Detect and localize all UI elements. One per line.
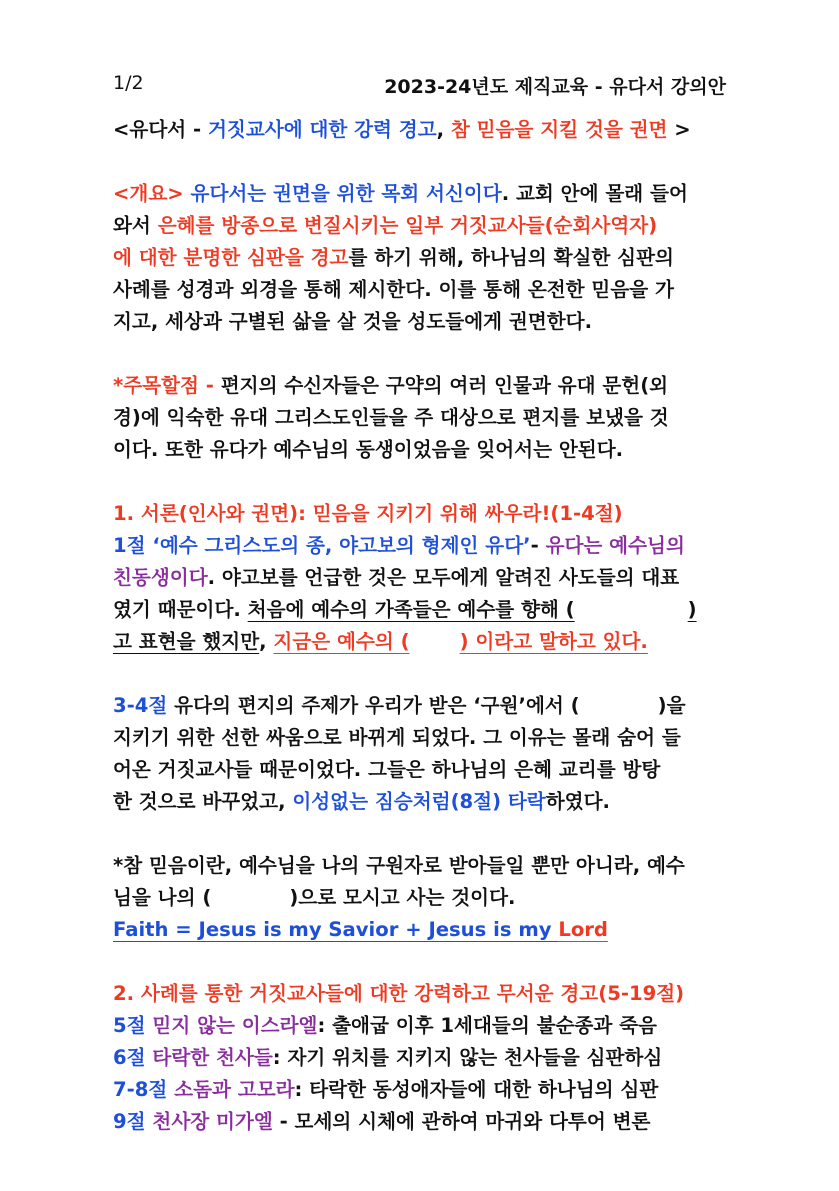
faith-text: 님을 나의 ( <box>113 886 212 909</box>
overview-text: . 교회 안에 몰래 들어 <box>501 182 688 205</box>
section-1-heading: 1. 서론(인사와 권면): 믿음을 지키기 위해 싸우라!(1-4절) <box>113 502 623 525</box>
page-number: 1/2 <box>113 72 144 94</box>
verse-3-4-text: 유다의 편지의 주제가 우리가 받은 ‘구원’에서 ( <box>167 694 580 717</box>
faith-formula-savior: Faith = Jesus is my Savior + Jesus is my <box>113 918 559 941</box>
faith-formula <box>113 914 735 946</box>
section-1 <box>113 498 735 658</box>
overview-text: 지고, 세상과 구별된 삶을 살 것을 성도들에게 권면한다. <box>113 310 593 333</box>
overview-text: 사례를 성경과 외경을 통해 제시한다. 이를 통해 온전한 믿음을 가 <box>113 278 674 301</box>
verse-ref: 9절 <box>113 1110 146 1133</box>
document-body <box>113 114 735 1138</box>
notice-text: 편지의 수신자들은 구약의 여러 인물과 유대 문헌(외 <box>213 374 669 397</box>
case-subject: 타락한 천사들 <box>152 1046 273 1069</box>
page-header <box>113 68 726 102</box>
section-1-text: 였기 때문이다. <box>113 598 248 621</box>
case-subject: 천사장 미가엘 <box>152 1110 273 1133</box>
faith-formula-lord: Lord <box>558 918 608 941</box>
notice-text: 이다. 또한 유다가 예수님의 동생이었음을 잊어서는 안된다. <box>113 438 624 461</box>
heading-warning: 거짓교사에 대한 강력 경고 <box>207 118 437 141</box>
case-subject: 믿지 않는 이스라엘 <box>152 1014 318 1037</box>
section-1-text: , <box>259 630 274 653</box>
verse-3-4-text: 지키기 위한 선한 싸움으로 바뀌게 되었다. 그 이유는 몰래 숨어 들 <box>113 726 681 749</box>
notice-label: *주목할점 - <box>113 374 214 397</box>
overview-summary: 유다서는 권면을 위한 목회 서신이다 <box>183 182 502 205</box>
true-faith-paragraph <box>113 850 735 946</box>
overview-text: 를 하기 위해, 하나님의 확실한 심판의 <box>348 246 674 269</box>
overview-label: <개요> <box>113 182 184 205</box>
heading-open: <유다서 - <box>113 118 208 141</box>
verse-ref: 5절 <box>113 1014 146 1037</box>
verse-ref: 6절 <box>113 1046 146 1069</box>
case-description: : 자기 위치를 지키지 않는 천사들을 심판하심 <box>272 1046 663 1069</box>
list-item <box>113 1106 735 1138</box>
verse-3-4-text: )을 <box>657 694 686 717</box>
verse-3-4-text: 어온 거짓교사들 때문이었다. 그들은 하나님의 은혜 교리를 방탕 <box>113 758 661 781</box>
section-1-underlined: 고 표현을 했지만 <box>113 630 260 653</box>
case-subject: 소돔과 고모라 <box>174 1078 295 1101</box>
heading-close: > <box>667 118 691 141</box>
overview-highlight: 은혜를 방종으로 변질시키는 일부 거짓교사들(순회사역자) <box>157 214 658 237</box>
verse-3-4-paragraph <box>113 690 735 818</box>
list-item <box>113 1042 735 1074</box>
lecture-heading <box>113 114 735 146</box>
verse-3-4-text: 한 것으로 바꾸었고, <box>113 790 293 813</box>
fill-blank-family: 처음에 예수의 가족들은 예수를 향해 ( ) <box>247 598 697 621</box>
faith-text: )으로 모시고 사는 것이다. <box>289 886 516 909</box>
verse-1-note: 유다는 예수님의 <box>545 534 685 557</box>
overview-highlight: 에 대한 분명한 심판을 경고 <box>113 246 349 269</box>
verse-ref: 7-8절 <box>113 1078 168 1101</box>
verse-3-4-label: 3-4절 <box>113 694 168 717</box>
list-item <box>113 1010 735 1042</box>
overview-text: 와서 <box>113 214 158 237</box>
verse-1-note: 친동생이다 <box>113 566 208 589</box>
section-2 <box>113 978 735 1138</box>
verse-3-4-highlight: 이성없는 짐승처럼(8절) 타락 <box>292 790 546 813</box>
document-title: 2023-24년도 제직교육 - 유다서 강의안 <box>384 76 726 98</box>
fill-blank-now: 지금은 예수의 ( ) 이라고 말하고 있다. <box>273 630 648 653</box>
verse-3-4-text: 하였다. <box>545 790 610 813</box>
notice-text: 경)에 익숙한 유대 그리스도인들을 주 대상으로 편지를 보냈을 것 <box>113 406 669 429</box>
verse-1-quote: 1절 ‘예수 그리스도의 종, 야고보의 형제인 유다’ <box>113 534 531 557</box>
section-2-heading: 2. 사례를 통한 거짓교사들에 대한 강력하고 무서운 경고(5-19절) <box>113 982 685 1005</box>
overview-paragraph <box>113 178 735 338</box>
case-description: : 출애굽 이후 1세대들의 불순종과 죽음 <box>317 1014 657 1037</box>
list-item <box>113 1074 735 1106</box>
heading-comma: , <box>436 118 451 141</box>
heading-exhortation: 참 믿음을 지킬 것을 권면 <box>450 118 668 141</box>
case-description: - 모세의 시체에 관하여 마귀와 다투어 변론 <box>272 1110 651 1133</box>
verse-dash: - <box>530 534 546 557</box>
case-description: : 타락한 동성애자들에 대한 하나님의 심판 <box>294 1078 659 1101</box>
faith-text: *참 믿음이란, 예수님을 나의 구원자로 받아들일 뿐만 아니라, 예수 <box>113 854 685 877</box>
section-1-text: . 야고보를 언급한 것은 모두에게 알려진 사도들의 대표 <box>207 566 680 589</box>
notice-paragraph <box>113 370 735 466</box>
